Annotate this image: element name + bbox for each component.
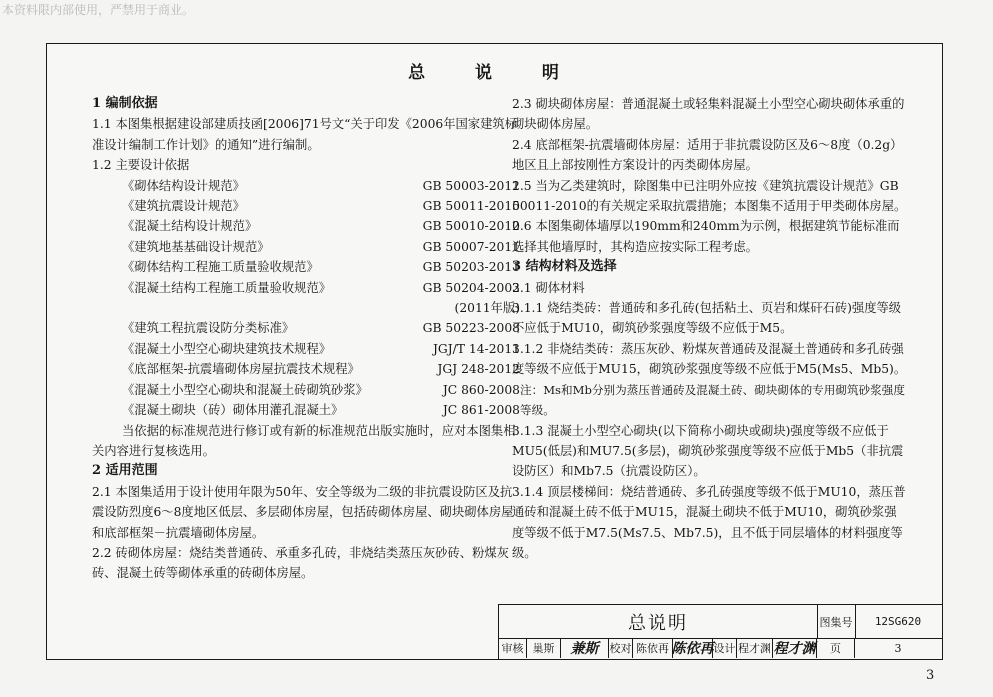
designer-name: 程才渊	[737, 638, 773, 658]
clause-3-1-3: 3.1.3 混凝土小型空心砌块(以下简称小砌块或砌块)强度等级不应低于MU5(低层)和MU7.5(多层)，砌筑砂浆强度等级不应低于Mb5（非抗震设防区）和Mb7.5（抗震设防区）。	[512, 423, 904, 479]
standard-row	[92, 257, 520, 277]
standard-row	[92, 216, 520, 236]
page-number: 3	[926, 668, 935, 683]
standard-row	[92, 278, 520, 298]
reviewer-name: 巢斯	[527, 638, 561, 658]
clause-2-2: 2.2 砖砌体房屋：烧结类普通砖、承重多孔砖，非烧结类蒸压灰砂砖、粉煤灰砖、混凝土砖等砌体承重的砖砌体房屋。	[92, 545, 509, 581]
standard-name: 《建筑地基基础设计规范》	[122, 239, 270, 254]
standard-code: GB 50223-2008	[422, 321, 520, 336]
standard-code: JC 860-2008	[442, 382, 520, 397]
standard-name: 《混凝土砌块（砖）砌体用灌孔混凝土》	[122, 403, 344, 418]
right-column	[512, 94, 907, 563]
standard-code: GB 50007-2011	[422, 239, 520, 254]
left-column	[92, 94, 520, 584]
section-1-heading: 1 编制依据	[92, 96, 158, 111]
standard-row	[92, 237, 520, 257]
clause-2-3: 2.3 砌块砌体房屋：普通混凝土或轻集料混凝土小型空心砌块砌体承重的砌块砌体房屋。	[512, 97, 905, 132]
standard-edition: (2011年版)	[454, 301, 520, 316]
clause-1-1: 1.1 本图集根据建设部建质技函[2006]71号文“关于印发《2006年国家建筑标准设计编制工作计划》的通知”进行编制。	[92, 117, 518, 152]
title-block	[498, 604, 942, 659]
check-label: 校对	[609, 638, 633, 658]
standard-row	[92, 318, 520, 338]
standard-code: GB 50203-2011	[422, 260, 520, 275]
clause-3-1: 3.1 砌体材料	[512, 280, 585, 295]
standard-code: GB 50003-2011	[422, 178, 520, 193]
clause-3-1-1: 3.1.1 烧结类砖：普通砖和多孔砖(包括粘土、页岩和煤矸石砖)强度等级不应低于MU10，砌筑砂浆强度等级不应低于M5。	[512, 301, 902, 336]
standard-name: 《混凝土小型空心砌块建筑技术规程》	[122, 341, 332, 356]
standard-name: 《混凝土结构设计规范》	[122, 219, 258, 234]
standard-row	[92, 359, 520, 379]
standard-name: 《底部框架-抗震墙砌体房屋抗震技术规程》	[122, 362, 360, 377]
revision-note: 当依据的标准规范进行修订或有新的标准规范出版实施时，应对本图集相关内容进行复核选用。	[92, 423, 516, 458]
standard-code: JGJ/T 14-2011	[432, 341, 520, 356]
checker-name: 陈依再	[633, 638, 673, 658]
clause-2-4: 2.4 底部框架-抗震墙砌体房屋：适用于非抗震设防区及6～8度（0.2g）地区且上部按刚性方案设计的丙类砌体房屋。	[512, 137, 903, 173]
standard-name: 《建筑工程抗震设防分类标准》	[122, 321, 295, 336]
standard-code: GB 50010-2010	[422, 219, 520, 234]
title-block-title: 总说明	[499, 605, 818, 638]
mortar-note: 注：Ms和Mb分别为蒸压普通砖及混凝土砖、砌块砌体的专用砌筑砂浆强度等级。	[520, 382, 905, 418]
standard-code: JGJ 248-2012	[437, 362, 520, 377]
designer-signature: 程才渊	[773, 638, 817, 658]
standard-code: GB 50204-2002	[422, 280, 520, 295]
page-label: 页	[817, 638, 855, 658]
standard-row	[92, 400, 520, 420]
page-title: 总 说 明	[408, 63, 581, 83]
atlas-number-label: 图集号	[817, 605, 856, 638]
clause-2-5: 2.5 当为乙类建筑时，除图集中已注明外应按《建筑抗震设计规范》GB 50011-2010的有关规定采取抗震措施；本图集不适用于甲类砌体房屋。	[512, 178, 907, 214]
standard-row	[92, 339, 520, 359]
clause-2-1: 2.1 本图集适用于设计使用年限为50年、安全等级为二级的非抗震设防区及抗震设防烈度6～8度地区低层、多层砌体房屋，包括砖砌体房屋、砌块砌体房屋和底部框架－抗震墙砌体房屋。	[92, 484, 514, 540]
standard-code: GB 50011-2010	[422, 199, 520, 214]
standard-name: 《建筑抗震设计规范》	[122, 199, 245, 214]
design-label: 设计	[713, 638, 737, 658]
standard-name: 《混凝土小型空心砌块和混凝土砖砌筑砂浆》	[122, 382, 368, 397]
standard-row	[92, 196, 520, 216]
standard-name: 《混凝土结构工程施工质量验收规范》	[122, 280, 332, 295]
standard-row	[92, 380, 520, 400]
standard-name: 《砌体结构设计规范》	[122, 178, 245, 193]
standard-code: JC 861-2008	[442, 403, 520, 418]
standards-list	[92, 176, 520, 421]
clause-1-2: 1.2 主要设计依据	[92, 158, 190, 173]
standard-name: 《砌体结构工程施工质量验收规范》	[122, 260, 319, 275]
clause-3-1-4: 3.1.4 顶层楼梯间：烧结普通砖、多孔砖强度等级不低于MU10，蒸压普通砖和混凝土砖不低于MU15，混凝土砌块不低于MU10，砌筑砂浆强度等级不低于M7.5(Ms7.5、Mb7.5)，且不低于同层墙体的材料强度等级。	[512, 484, 906, 560]
clause-2-6: 2.6 本图集砌体墙厚以190mm和240mm为示例，根据建筑节能标准而选择其他墙厚时，其构造应按实际工程考虑。	[512, 219, 900, 254]
review-label: 审核	[499, 638, 527, 658]
standard-row	[92, 176, 520, 196]
section-2-heading: 2 适用范围	[92, 463, 158, 479]
drawing-sheet	[46, 43, 943, 660]
checker-signature: 陈依再	[673, 638, 713, 658]
page-number-cell: 3	[894, 641, 902, 655]
clause-3-1-2: 3.1.2 非烧结类砖：蒸压灰砂、粉煤灰普通砖及混凝土普通砖和多孔砖强度等级不应低于MU15，砌筑砂浆强度等级不应低于M5(Ms5、Mb5)。	[512, 341, 907, 377]
section-3-heading: 3 结构材料及选择	[512, 259, 617, 275]
watermark-text: 本资料限内部使用，严禁用于商业。	[2, 3, 195, 17]
atlas-number: 12SG620	[874, 615, 922, 628]
reviewer-signature: 兼斯	[561, 638, 609, 658]
